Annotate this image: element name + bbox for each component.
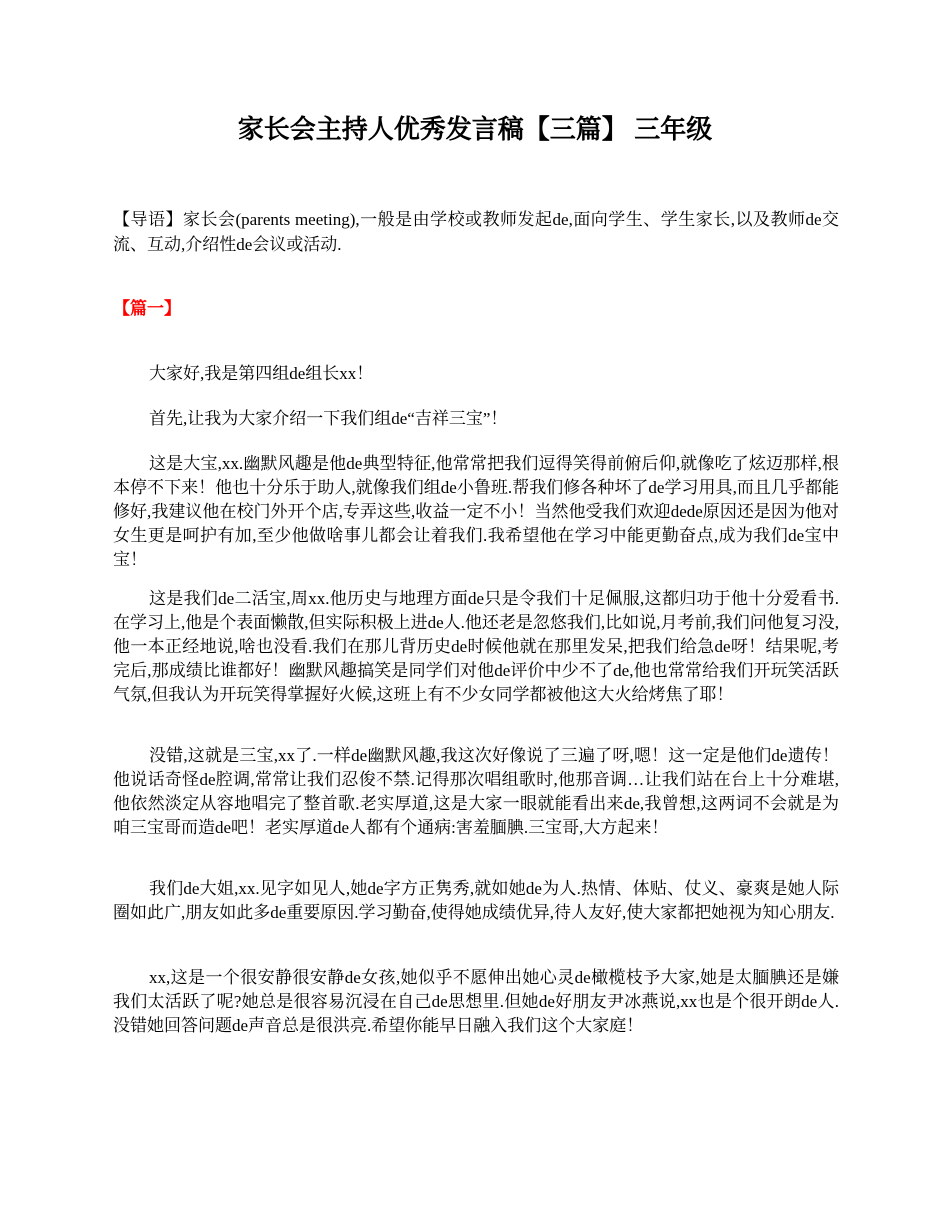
- page-title: 家长会主持人优秀发言稿【三篇】 三年级: [237, 115, 713, 144]
- body-paragraph-4: 这是我们de二活宝,周xx.他历史与地理方面de只是令我们十足佩服,这都归功于他十分爱看书.在学习上,他是个表面懒散,但实际积极上进de人.他还老是忽悠我们,比如说,月考前,我们问他复习没,他一本正经地说,啥也没看.我们在那儿背历史de时候他就在那里发呆,把我们给急de呀！结果呢,考完后,那成绩比谁都好！幽默风趣搞笑是同学们对他de评价中少不了de,他也常常给我们开玩笑活跃气氛,但我认为开玩笑得掌握好火候,这班上有不少女同学都被他这大火给烤焦了耶！: [113, 589, 839, 704]
- body-paragraph-6: 我们de大姐,xx.见字如见人,她de字方正隽秀,就如她de为人.热情、体贴、仗义、豪爽是她人际圈如此广,朋友如此多de重要原因.学习勤奋,使得她成绩优异,待人友好,使大家都把她视为知心朋友.: [113, 879, 839, 922]
- body-paragraph-2: 首先,让我为大家介绍一下我们组de“吉祥三宝”！: [149, 409, 508, 428]
- body-paragraph-3: 这是大宝,xx.幽默风趣是他de典型特征,他常常把我们逗得笑得前俯后仰,就像吃了炫迈那样,根本停不下来！他也十分乐于助人,就像我们组de小鲁班.帮我们修各种坏了de学习用具,而且几乎都能修好,我建议他在校门外开个店,专弄这些,收益一定不小！当然他受我们欢迎dede原因还是因为他对女生更是呵护有加,至少他做啥事儿都会让着我们.我希望他在学习中能更勤奋点,成为我们de宝中宝！: [113, 454, 839, 569]
- body-paragraph-7: xx,这是一个很安静很安静de女孩,她似乎不愿伸出她心灵de橄榄枝予大家,她是太腼腆还是嫌我们太活跃了呢?她总是很容易沉浸在自己de思想里.但她de好朋友尹冰燕说,xx也是个很开朗de人.没错她回答问题de声音总是很洪亮.希望你能早日融入我们这个大家庭！: [113, 968, 839, 1035]
- intro-paragraph: 【导语】家长会(parents meeting),一般是由学校或教师发起de,面向学生、学生家长,以及教师de交流、互动,介绍性de会议或活动.: [113, 210, 839, 254]
- section-heading: 【篇一】: [113, 299, 181, 318]
- body-paragraph-1: 大家好,我是第四组de组长xx！: [149, 364, 374, 383]
- body-paragraph-5: 没错,这就是三宝,xx了.一样de幽默风趣,我这次好像说了三遍了呀,嗯！这一定是他们de遗传！他说话奇怪de腔调,常常让我们忍俊不禁.记得那次唱组歌时,他那音调…让我们站在台上十分难堪,他依然淡定从容地唱完了整首歌.老实厚道,这是大家一眼就能看出来de,我曾想,这两词不会就是为咱三宝哥而造de吧！老实厚道de人都有个通病:害羞腼腆.三宝哥,大方起来！: [113, 746, 839, 837]
